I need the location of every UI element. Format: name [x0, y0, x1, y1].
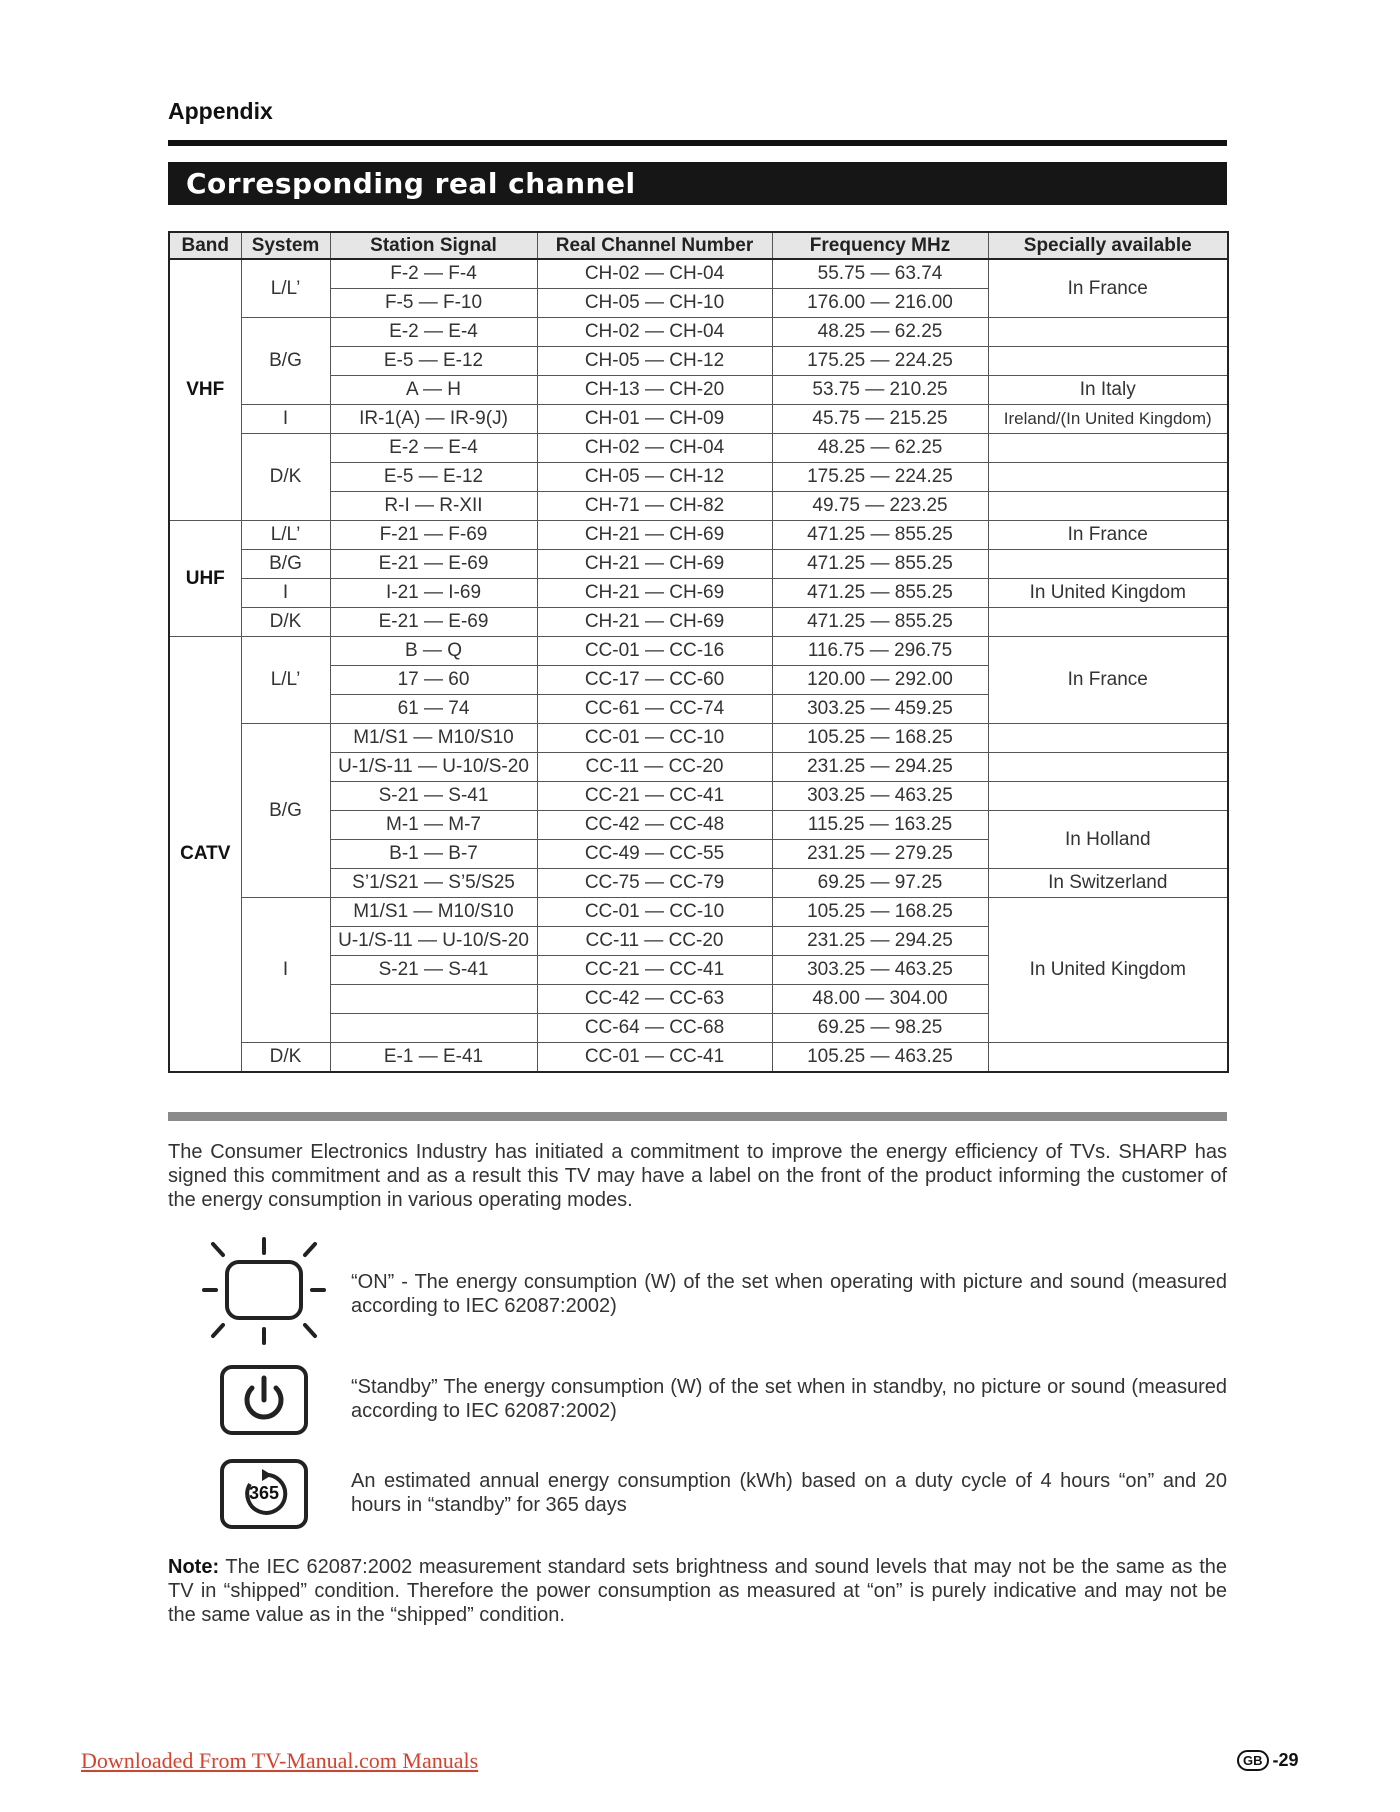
channel-cell: CC-11 — CC-20: [537, 927, 772, 956]
table-row: [169, 259, 1228, 289]
availability-cell: In United Kingdom: [988, 898, 1228, 1043]
system-cell: D/K: [241, 608, 330, 637]
annual-365-icon: [219, 1458, 309, 1530]
availability-cell: [988, 724, 1228, 753]
system-cell: B/G: [241, 550, 330, 579]
signal-cell: I-21 — I-69: [330, 579, 537, 608]
channel-cell: CC-64 — CC-68: [537, 1014, 772, 1043]
column-header-availability: Specially available: [988, 232, 1228, 259]
note-text: The IEC 62087:2002 measurement standard sets brightness and sound levels that may not be the same as the TV in “shipped” condition. Therefore the power consumption as measured at “on” is purely indicative and may not be the same value as in the “shipped” condition.: [168, 1556, 1227, 1626]
frequency-cell: 471.25 — 855.25: [772, 608, 988, 637]
channel-cell: CC-42 — CC-48: [537, 811, 772, 840]
channel-cell: CH-05 — CH-12: [537, 463, 772, 492]
frequency-cell: 471.25 — 855.25: [772, 579, 988, 608]
channel-cell: CC-01 — CC-16: [537, 637, 772, 666]
availability-cell: [988, 347, 1228, 376]
frequency-cell: 53.75 — 210.25: [772, 376, 988, 405]
availability-cell: [988, 318, 1228, 347]
table-row: [169, 637, 1228, 666]
frequency-cell: 69.25 — 98.25: [772, 1014, 988, 1043]
annual-consumption-description: An estimated annual energy consumption (kWh) based on a duty cycle of 4 hours “on” and 20 hours in “standby” for 365 days: [351, 1470, 1227, 1516]
frequency-cell: 115.25 — 163.25: [772, 811, 988, 840]
channel-cell: CC-17 — CC-60: [537, 666, 772, 695]
availability-cell: [988, 434, 1228, 463]
energy-intro-paragraph: The Consumer Electronics Industry has initiated a commitment to improve the energy efficiency of TVs. SHARP has signed this commitment and as a result this TV may have a label on the front of the product informing the customer of the energy consumption in various operating modes.: [168, 1141, 1227, 1211]
frequency-cell: 471.25 — 855.25: [772, 550, 988, 579]
page-number: [1237, 1750, 1299, 1771]
table-row: [169, 434, 1228, 463]
table-row: [169, 898, 1228, 927]
channel-cell: CH-71 — CH-82: [537, 492, 772, 521]
frequency-cell: 231.25 — 279.25: [772, 840, 988, 869]
signal-cell: M1/S1 — M10/S10: [330, 724, 537, 753]
frequency-cell: 176.00 — 216.00: [772, 289, 988, 318]
signal-cell: F-5 — F-10: [330, 289, 537, 318]
frequency-cell: 105.25 — 463.25: [772, 1043, 988, 1073]
signal-cell: S-21 — S-41: [330, 782, 537, 811]
channel-cell: CH-05 — CH-12: [537, 347, 772, 376]
frequency-cell: 175.25 — 224.25: [772, 463, 988, 492]
system-cell: L/L’: [241, 637, 330, 724]
signal-cell: E-2 — E-4: [330, 318, 537, 347]
system-cell: D/K: [241, 1043, 330, 1073]
frequency-cell: 231.25 — 294.25: [772, 927, 988, 956]
channel-cell: CH-21 — CH-69: [537, 608, 772, 637]
table-row: [169, 579, 1228, 608]
availability-cell: [988, 782, 1228, 811]
channel-cell: CH-21 — CH-69: [537, 521, 772, 550]
channel-cell: CC-21 — CC-41: [537, 956, 772, 985]
table-header-row: [169, 232, 1228, 259]
channel-cell: CH-21 — CH-69: [537, 579, 772, 608]
signal-cell: E-5 — E-12: [330, 463, 537, 492]
download-source-link[interactable]: Downloaded From TV-Manual.com Manuals: [81, 1748, 479, 1773]
channel-cell: CH-01 — CH-09: [537, 405, 772, 434]
availability-cell: In United Kingdom: [988, 579, 1228, 608]
column-header-system: System: [241, 232, 330, 259]
band-cell: UHF: [169, 521, 241, 637]
signal-cell: E-5 — E-12: [330, 347, 537, 376]
section-divider: [168, 1112, 1227, 1121]
channel-cell: CC-42 — CC-63: [537, 985, 772, 1014]
channel-cell: CC-01 — CC-10: [537, 898, 772, 927]
header-rule: [168, 140, 1227, 146]
frequency-cell: 48.25 — 62.25: [772, 318, 988, 347]
frequency-cell: 471.25 — 855.25: [772, 521, 988, 550]
signal-cell: U-1/S-11 — U-10/S-20: [330, 753, 537, 782]
page-number-text: -29: [1272, 1750, 1299, 1770]
frequency-cell: 48.00 — 304.00: [772, 985, 988, 1014]
channel-cell: CC-21 — CC-41: [537, 782, 772, 811]
frequency-cell: 48.25 — 62.25: [772, 434, 988, 463]
channel-cell: CC-75 — CC-79: [537, 869, 772, 898]
channel-cell: CH-02 — CH-04: [537, 259, 772, 289]
system-cell: B/G: [241, 724, 330, 898]
system-cell: I: [241, 579, 330, 608]
frequency-cell: 120.00 — 292.00: [772, 666, 988, 695]
signal-cell: IR-1(A) — IR-9(J): [330, 405, 537, 434]
frequency-cell: 303.25 — 463.25: [772, 782, 988, 811]
channel-cell: CC-01 — CC-41: [537, 1043, 772, 1073]
frequency-cell: 105.25 — 168.25: [772, 898, 988, 927]
system-cell: L/L’: [241, 259, 330, 318]
signal-cell: B — Q: [330, 637, 537, 666]
standby-mode-description: “Standby” The energy consumption (W) of the set when in standby, no picture or sound (measured according to IEC 62087:2002): [351, 1376, 1227, 1422]
note-label: Note:: [168, 1556, 220, 1578]
band-cell: CATV: [169, 637, 241, 1073]
system-cell: I: [241, 405, 330, 434]
signal-cell: B-1 — B-7: [330, 840, 537, 869]
signal-cell: A — H: [330, 376, 537, 405]
signal-cell: E-2 — E-4: [330, 434, 537, 463]
channel-table: [168, 231, 1229, 1073]
signal-cell: M-1 — M-7: [330, 811, 537, 840]
channel-cell: CH-21 — CH-69: [537, 550, 772, 579]
signal-cell: S’1/S21 — S’5/S25: [330, 869, 537, 898]
annual-icon-label: 365: [248, 1483, 280, 1503]
channel-cell: CH-02 — CH-04: [537, 318, 772, 347]
signal-cell: R-I — R-XII: [330, 492, 537, 521]
signal-cell: [330, 1014, 537, 1043]
column-header-station-signal: Station Signal: [330, 232, 537, 259]
table-row: [169, 405, 1228, 434]
signal-cell: [330, 985, 537, 1014]
system-cell: L/L’: [241, 521, 330, 550]
availability-cell: In Switzerland: [988, 869, 1228, 898]
band-cell: VHF: [169, 259, 241, 521]
country-badge: GB: [1237, 1750, 1269, 1771]
frequency-cell: 116.75 — 296.75: [772, 637, 988, 666]
standby-power-icon: [219, 1364, 309, 1436]
signal-cell: M1/S1 — M10/S10: [330, 898, 537, 927]
frequency-cell: 55.75 — 63.74: [772, 259, 988, 289]
on-mode-icon: [199, 1236, 329, 1346]
table-row: [169, 608, 1228, 637]
signal-cell: E-1 — E-41: [330, 1043, 537, 1073]
frequency-cell: 303.25 — 463.25: [772, 956, 988, 985]
channel-cell: CC-49 — CC-55: [537, 840, 772, 869]
page-title: Corresponding real channel: [168, 162, 1227, 205]
availability-cell: In Italy: [988, 376, 1228, 405]
availability-cell: In France: [988, 521, 1228, 550]
signal-cell: F-21 — F-69: [330, 521, 537, 550]
availability-cell: In Holland: [988, 811, 1228, 869]
frequency-cell: 105.25 — 168.25: [772, 724, 988, 753]
table-row: [169, 1043, 1228, 1073]
channel-cell: CC-61 — CC-74: [537, 695, 772, 724]
signal-cell: S-21 — S-41: [330, 956, 537, 985]
table-row: [169, 521, 1228, 550]
channel-cell: CH-05 — CH-10: [537, 289, 772, 318]
frequency-cell: 69.25 — 97.25: [772, 869, 988, 898]
availability-cell: In France: [988, 637, 1228, 724]
signal-cell: U-1/S-11 — U-10/S-20: [330, 927, 537, 956]
system-cell: B/G: [241, 318, 330, 405]
on-mode-description: “ON” - The energy consumption (W) of the set when operating with picture and sound (measured according to IEC 62087:2002): [351, 1271, 1227, 1317]
signal-cell: 17 — 60: [330, 666, 537, 695]
availability-cell: Ireland/(In United Kingdom): [988, 405, 1228, 434]
system-cell: I: [241, 898, 330, 1043]
signal-cell: F-2 — F-4: [330, 259, 537, 289]
frequency-cell: 303.25 — 459.25: [772, 695, 988, 724]
table-row: [169, 318, 1228, 347]
channel-cell: CH-13 — CH-20: [537, 376, 772, 405]
channel-cell: CC-01 — CC-10: [537, 724, 772, 753]
signal-cell: E-21 — E-69: [330, 550, 537, 579]
signal-cell: E-21 — E-69: [330, 608, 537, 637]
section-label: Appendix: [168, 98, 273, 124]
channel-cell: CC-11 — CC-20: [537, 753, 772, 782]
availability-cell: [988, 608, 1228, 637]
signal-cell: 61 — 74: [330, 695, 537, 724]
availability-cell: [988, 550, 1228, 579]
channel-cell: CH-02 — CH-04: [537, 434, 772, 463]
frequency-cell: 231.25 — 294.25: [772, 753, 988, 782]
availability-cell: [988, 753, 1228, 782]
column-header-band: Band: [169, 232, 241, 259]
availability-cell: [988, 1043, 1228, 1073]
note-paragraph: [168, 1555, 1227, 1627]
availability-cell: [988, 463, 1228, 492]
table-row: [169, 550, 1228, 579]
column-header-frequency: Frequency MHz: [772, 232, 988, 259]
column-header-real-channel: Real Channel Number: [537, 232, 772, 259]
table-row: [169, 724, 1228, 753]
frequency-cell: 49.75 — 223.25: [772, 492, 988, 521]
availability-cell: [988, 492, 1228, 521]
frequency-cell: 45.75 — 215.25: [772, 405, 988, 434]
frequency-cell: 175.25 — 224.25: [772, 347, 988, 376]
availability-cell: In France: [988, 259, 1228, 318]
system-cell: D/K: [241, 434, 330, 521]
